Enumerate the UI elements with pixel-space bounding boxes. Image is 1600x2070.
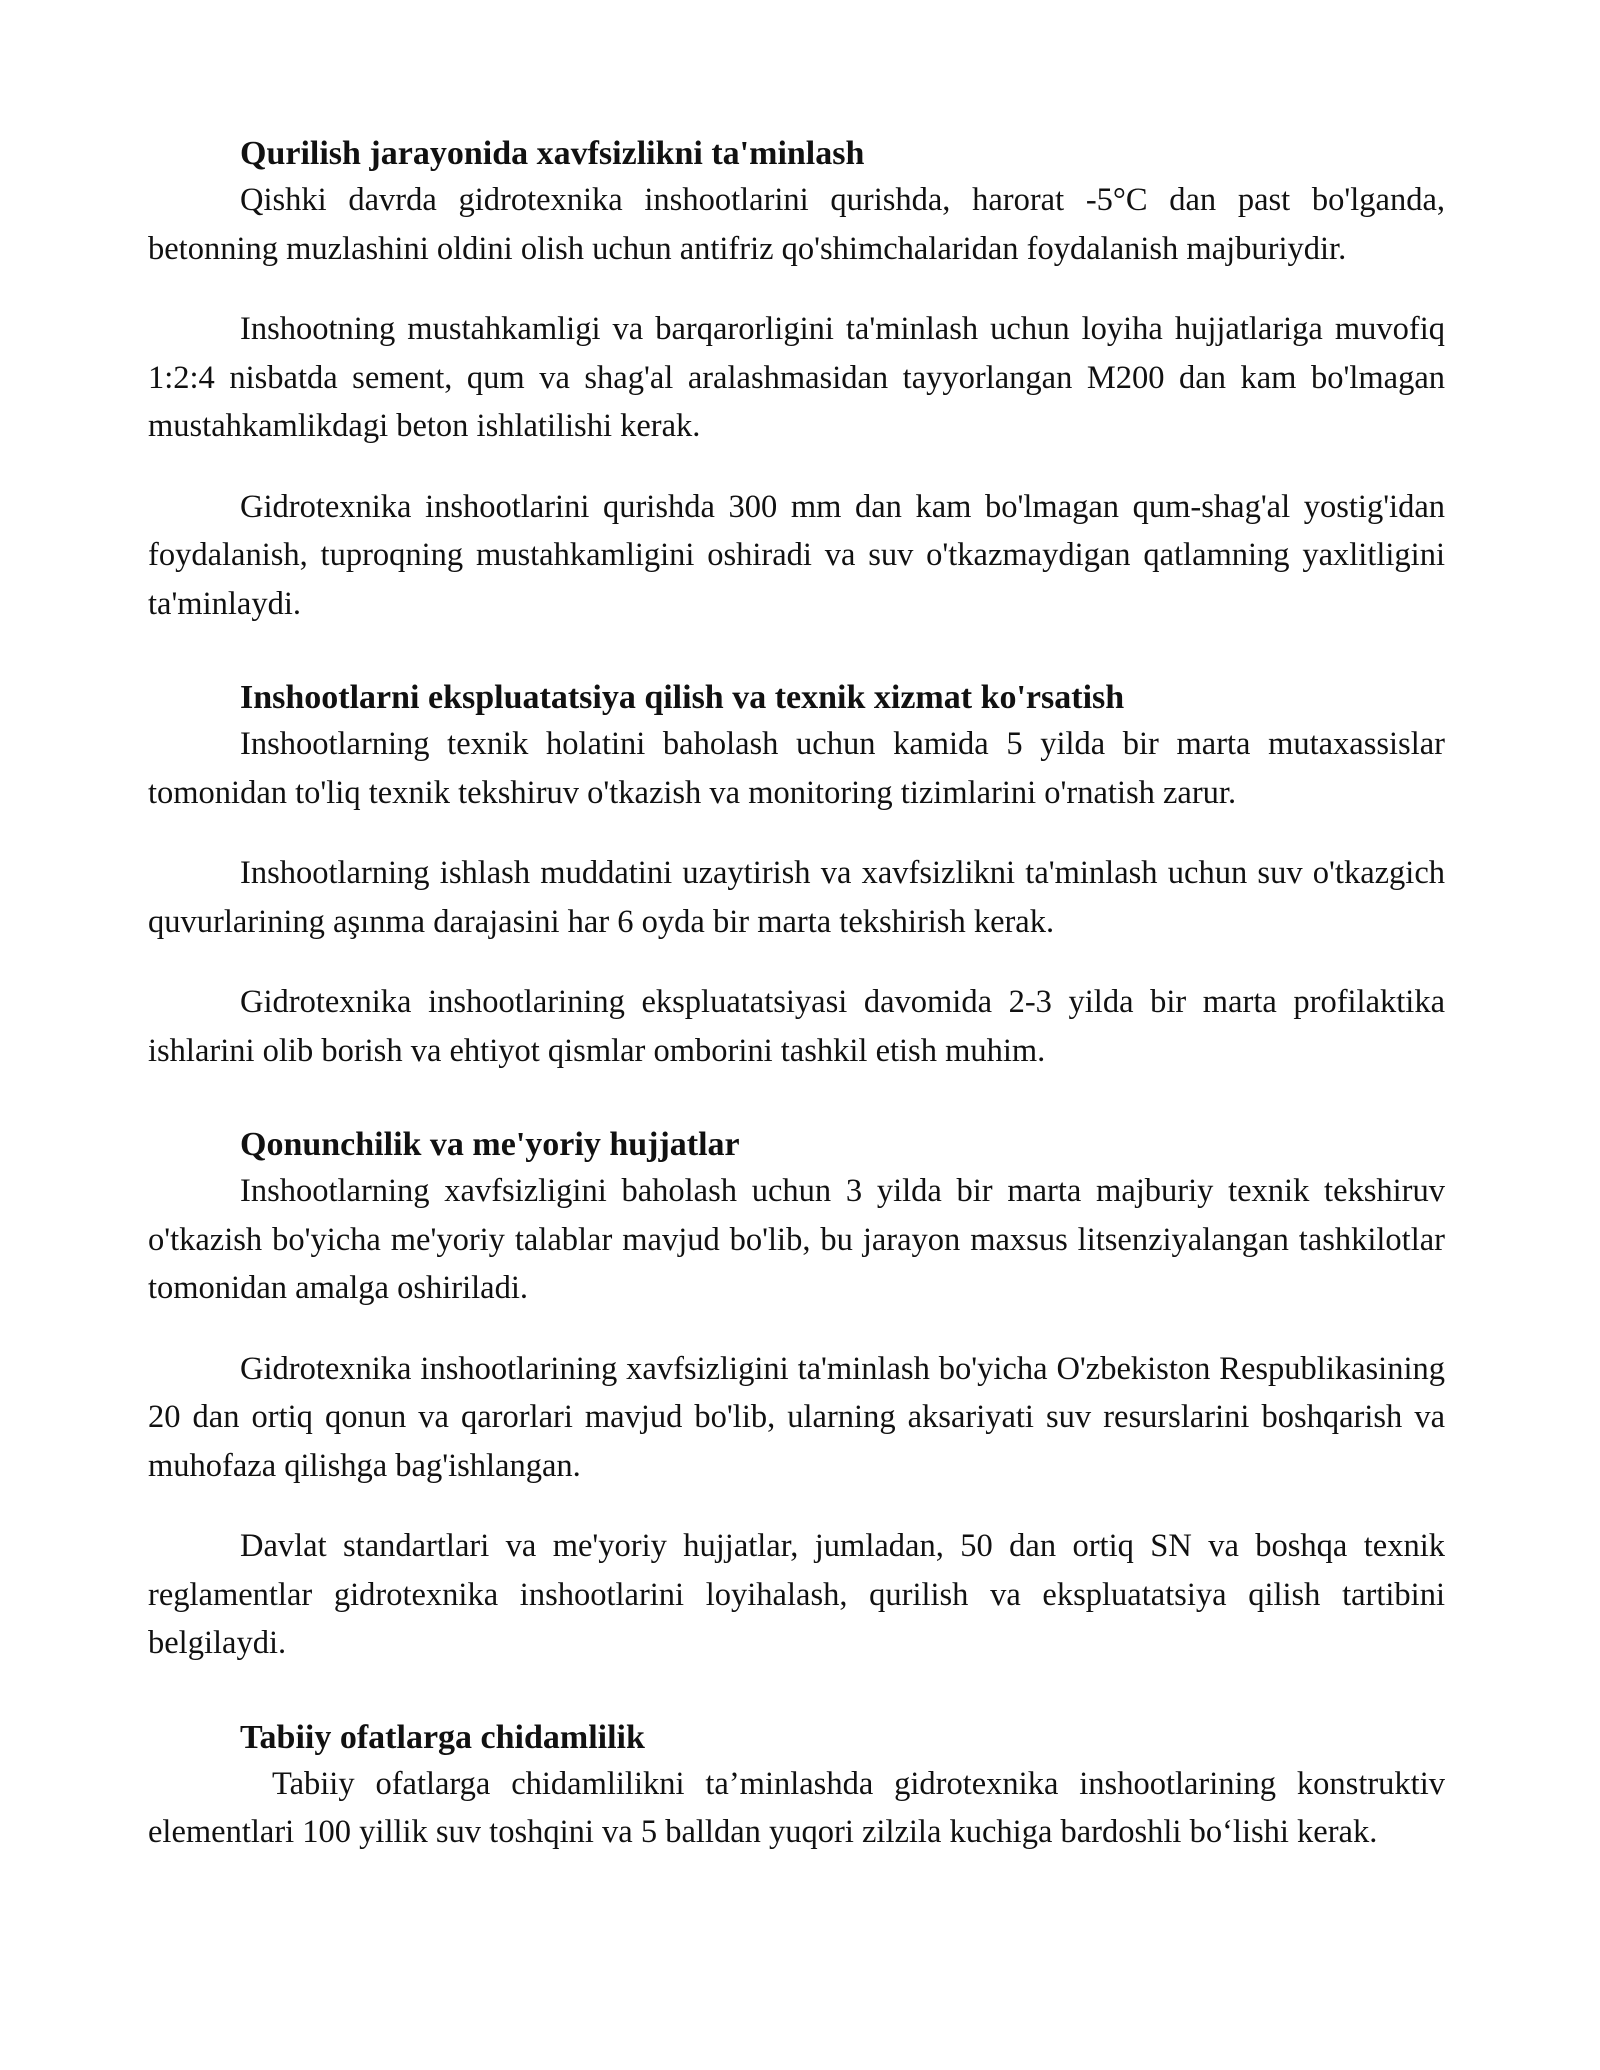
section-operation-maintenance [148,676,1445,1075]
paragraph: Inshootlarning ishlash muddatini uzaytirish va xavfsizlikni ta'minlash uchun suv o'tkazgich quvurlarining aşınma darajasini har 6 oyda bir marta tekshirish kerak. [148,855,1445,940]
paragraph: Gidrotexnika inshootlarining xavfsizligini ta'minlash bo'yicha O'zbekiston Respublikasining 20 dan ortiq qonun va qarorlari mavjud bo'lib, ularning aksariyati suv resurslarini boshqarish va muhofaza qilishga bag'ishlangan. [148,1350,1445,1484]
section-construction-safety [148,132,1445,628]
paragraph: Tabiiy ofatlarga chidamlilikni ta’minlashda gidrotexnika inshootlarining konstruktiv elementlari 100 yillik suv toshqini va 5 balldan yuqori zilzila kuchiga bardoshli bo‘lishi kerak. [148,1765,1445,1850]
paragraph: Inshootning mustahkamligi va barqarorligini ta'minlash uchun loyiha hujjatlariga muvofiq 1:2:4 nisbatda sement, qum va shag'al aralashmasidan tayyorlangan M200 dan kam bo'lmagan mustahkamlikdagi beton ishlatilishi kerak. [148,311,1445,444]
section-heading: Qurilish jarayonida xavfsizlikni ta'minlash [240,135,865,172]
section-legislation [148,1123,1445,1668]
paragraph: Inshootlarning texnik holatini baholash uchun kamida 5 yilda bir marta mutaxassislar tomonidan to'liq texnik tekshiruv o'tkazish va monitoring tizimlarini o'rnatish zarur. [148,726,1445,811]
section-heading: Qonunchilik va me'yoriy hujjatlar [240,1126,740,1163]
document-page [148,132,1445,1857]
section-disaster-resilience [148,1716,1445,1857]
paragraph: Gidrotexnika inshootlarining ekspluatatsiyasi davomida 2-3 yilda bir marta profilaktika ishlarini olib borish va ehtiyot qismlar omborini tashkil etish muhim. [148,984,1445,1069]
paragraph: Davlat standartlari va me'yoriy hujjatlar, jumladan, 50 dan ortiq SN va boshqa texnik reglamentlar gidrotexnika inshootlarini loyihalash, qurilish va ekspluatatsiya qilish tartibini belgilaydi. [148,1528,1445,1661]
paragraph: Gidrotexnika inshootlarini qurishda 300 mm dan kam bo'lmagan qum-shag'al yostig'idan foydalanish, tuproqning mustahkamligini oshiradi va suv o'tkazmaydigan qatlamning yaxlitligini ta'minlaydi. [148,488,1445,622]
paragraph: Qishki davrda gidrotexnika inshootlarini qurishda, harorat -5°C dan past bo'lganda, betonning muzlashini oldini olish uchun antifriz qo'shimchalaridan foydalanish majburiydir. [148,182,1445,267]
paragraph: Inshootlarning xavfsizligini baholash uchun 3 yilda bir marta majburiy texnik tekshiruv o'tkazish bo'yicha me'yoriy talablar mavjud bo'lib, bu jarayon maxsus litsenziyalangan tashkilotlar tomonidan amalga oshiriladi. [148,1173,1445,1306]
section-heading: Inshootlarni ekspluatatsiya qilish va texnik xizmat ko'rsatish [240,679,1125,716]
section-heading: Tabiiy ofatlarga chidamlilik [240,1718,645,1756]
